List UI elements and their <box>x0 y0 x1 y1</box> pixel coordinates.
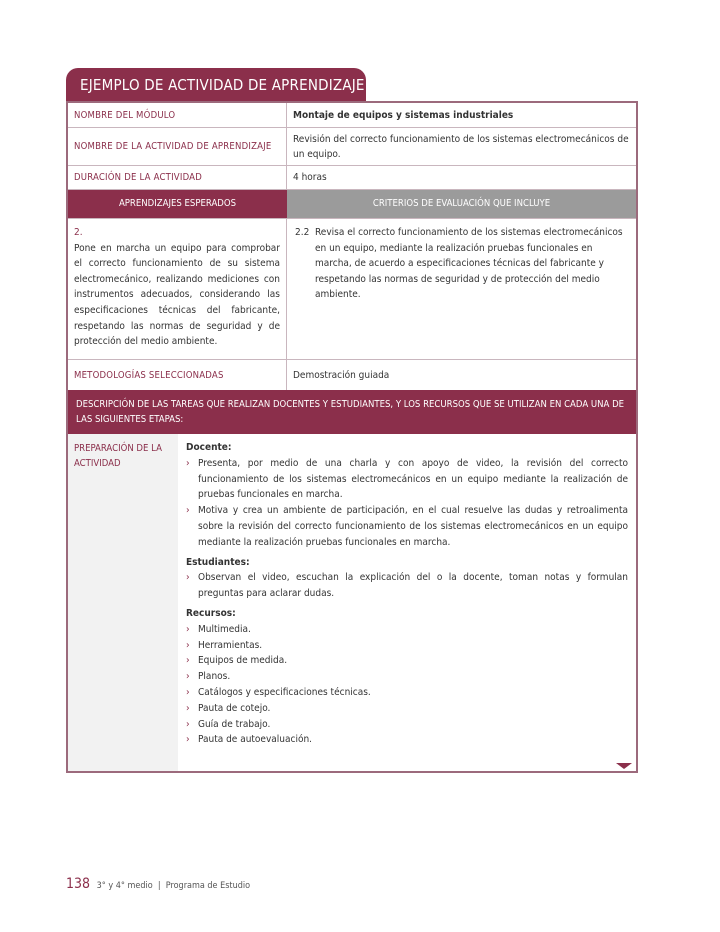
docente-list <box>186 456 628 551</box>
docente-label: Docente: <box>186 442 232 453</box>
chevron-right-icon: › <box>186 623 190 635</box>
chevron-right-icon: › <box>186 457 190 469</box>
aprendizaje-text: Pone en marcha un equipo para comprobar el correcto funcionamiento de su sistema electromecánico, realizando mediciones con instrumentos adecuados, considerando las especificaciones técnicas del fabricante, respetando las normas de seguridad y de protección del medio ambiente. <box>74 242 280 348</box>
description-header: DESCRIPCIÓN DE LAS TAREAS QUE REALIZAN DOCENTES Y ESTUDIANTES, Y LOS RECURSOS QUE SE UTILIZAN EN CADA UNA DE LAS SIGUIENTES ETAPAS: <box>68 390 636 434</box>
list-item: › Multimedia. <box>186 622 628 638</box>
row-headers <box>68 189 636 218</box>
list-item: › Observan el video, escuchan la explicación del o la docente, toman notas y formulan preguntas para aclarar dudas. <box>186 572 628 600</box>
list-item: › Pauta de autoevaluación. <box>186 732 628 748</box>
row-aprendizajes <box>68 218 636 359</box>
page-title: EJEMPLO DE ACTIVIDAD DE APRENDIZAJE <box>66 68 366 101</box>
list-item: › Herramientas. <box>186 638 628 654</box>
aprendizaje-esperado <box>68 219 287 359</box>
aprendizaje-number: 2. <box>74 227 83 238</box>
chevron-right-icon: › <box>186 686 190 698</box>
label-metodologias: METODOLOGÍAS SELECCIONADAS <box>68 360 287 390</box>
chevron-right-icon: › <box>186 734 190 746</box>
recursos-label: Recursos: <box>186 607 236 619</box>
estudiantes-list <box>186 570 628 602</box>
recursos-list <box>186 622 628 748</box>
row-preparacion <box>68 434 636 771</box>
row-modulo <box>68 101 636 127</box>
chevron-right-icon: › <box>186 671 190 683</box>
header-aprendizajes: APRENDIZAJES ESPERADOS <box>68 190 287 218</box>
label-modulo: NOMBRE DEL MÓDULO <box>68 103 287 127</box>
list-item: › Pauta de cotejo. <box>186 701 628 717</box>
list-item: › Presenta, por medio de una charla y con apoyo de video, la revisión del correcto funcionamiento de los sistemas electromecánicos en un equipo mediante la realización de pruebas funcionales en marcha. <box>186 457 628 501</box>
chevron-right-icon: › <box>186 718 190 730</box>
chevron-right-icon: › <box>186 702 190 714</box>
value-metodologias: Demostración guiada <box>293 369 390 381</box>
value-modulo: Montaje de equipos y sistemas industriales <box>293 109 514 121</box>
row-metodologias <box>68 359 636 390</box>
criterio-number: 2.2 <box>295 227 310 238</box>
activity-table <box>66 101 638 773</box>
header-criterios: CRITERIOS DE EVALUACIÓN QUE INCLUYE <box>287 190 636 218</box>
criterio-text: Revisa el correcto funcionamiento de los sistemas electromecánicos en un equipo, mediante la realización pruebas funcionales en marcha, de acuerdo a especificaciones técnicas del fabricante y respetando las normas de seguridad y de protección del medio ambiente. <box>315 227 623 301</box>
chevron-right-icon: › <box>186 572 190 584</box>
chevron-right-icon: › <box>186 639 190 651</box>
list-item: › Guía de trabajo. <box>186 717 628 733</box>
page-footer <box>66 876 250 892</box>
row-actividad <box>68 127 636 165</box>
criterio-evaluacion <box>287 219 636 359</box>
page-number: 138 <box>66 876 91 892</box>
chevron-right-icon: › <box>186 655 190 667</box>
list-item: › Motiva y crea un ambiente de participación, en el cual resuelve las dudas y retroalimenta sobre la revisión del correcto funcionamiento de los sistemas electromecánicos en un equipo mediante la realización pruebas funcionales en marcha. <box>186 505 628 548</box>
label-actividad: NOMBRE DE LA ACTIVIDAD DE APRENDIZAJE <box>68 128 287 165</box>
preparacion-content <box>178 434 636 771</box>
chevron-right-icon: › <box>186 505 190 517</box>
footer-text: 3° y 4° medio | Programa de Estudio <box>96 881 251 891</box>
label-duracion: DURACIÓN DE LA ACTIVIDAD <box>68 166 287 189</box>
estudiantes-label: Estudiantes: <box>186 556 250 568</box>
value-duracion: 4 horas <box>293 172 327 183</box>
list-item: › Planos. <box>186 669 628 685</box>
label-preparacion: PREPARACIÓN DE LA ACTIVIDAD <box>68 434 178 771</box>
row-duracion <box>68 165 636 189</box>
value-actividad: Revisión del correcto funcionamiento de los sistemas electromecánicos de un equipo. <box>293 133 629 160</box>
list-item: › Equipos de medida. <box>186 653 628 669</box>
list-item: › Catálogos y especificaciones técnicas. <box>186 685 628 701</box>
continue-triangle-icon <box>616 763 632 769</box>
